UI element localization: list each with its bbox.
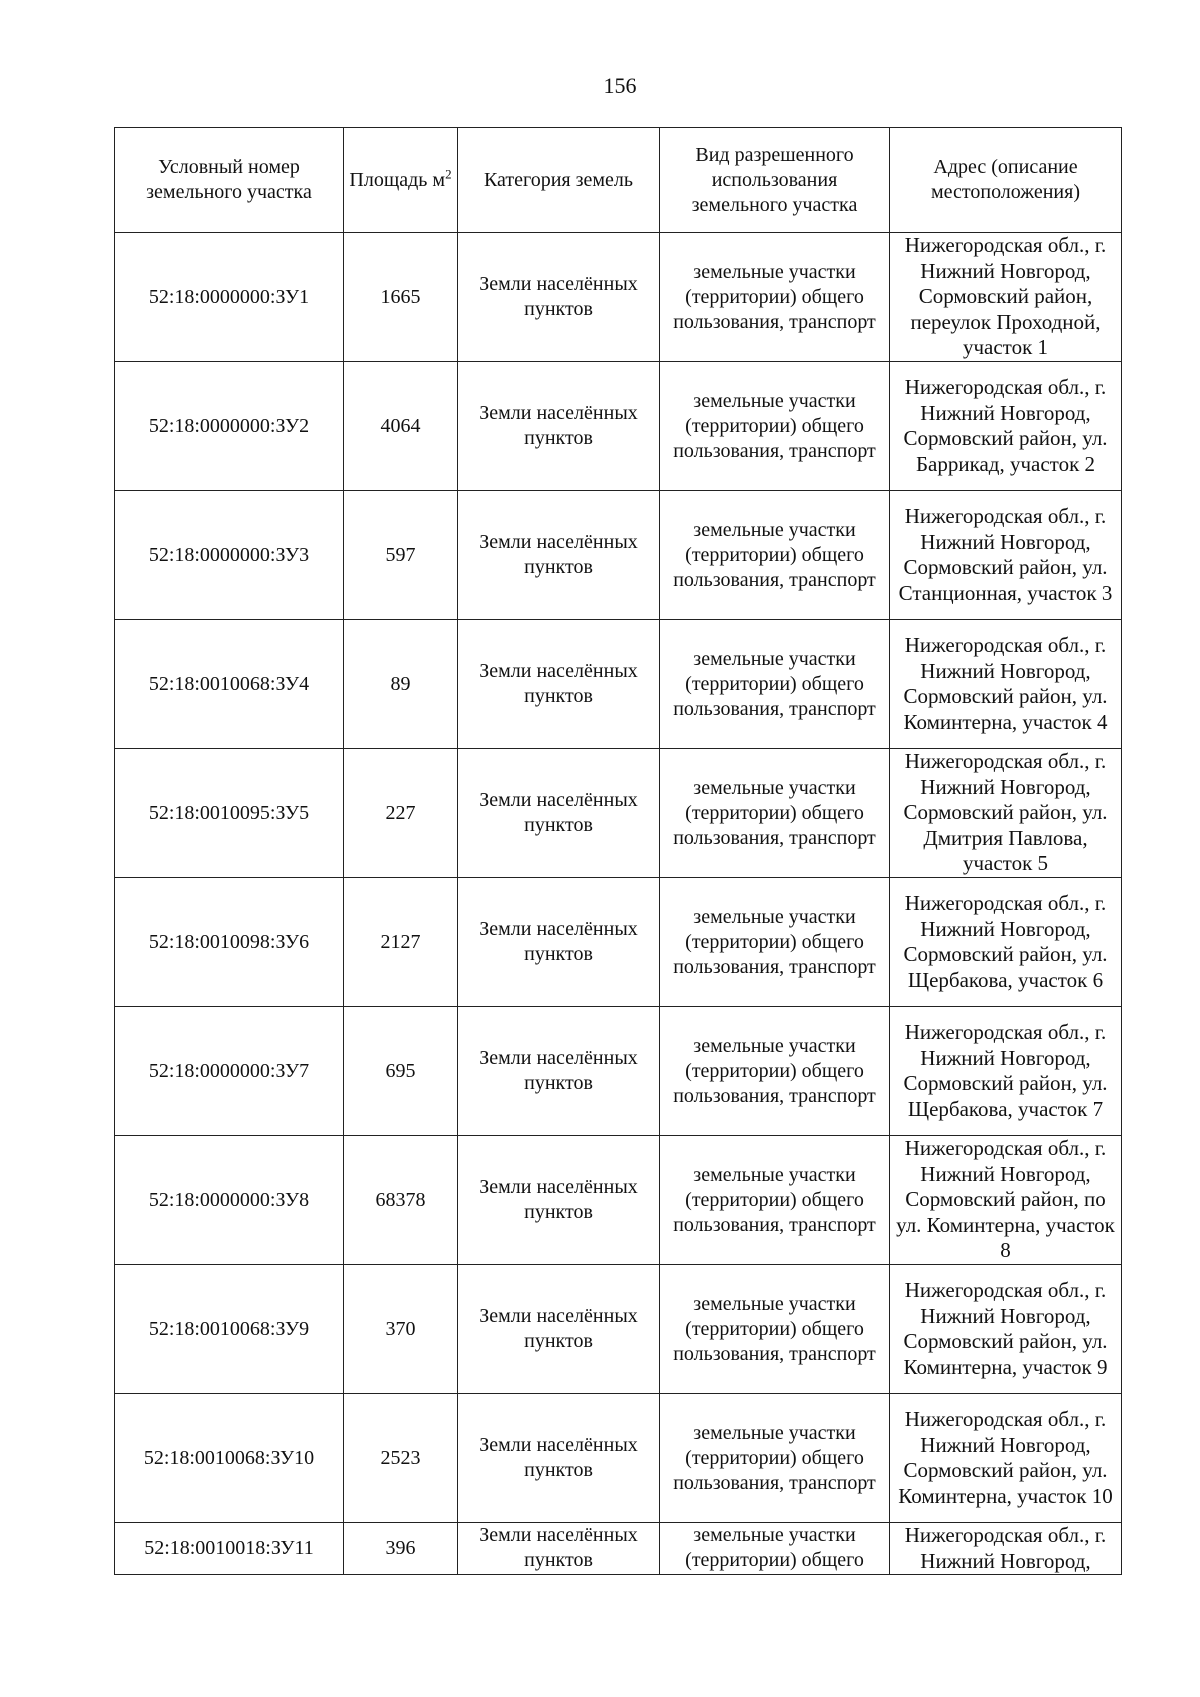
cell-address: Нижегородская обл., г. Нижний Новгород, xyxy=(890,1523,1122,1575)
cell-plot-number: 52:18:0000000:ЗУ3 xyxy=(115,491,344,620)
header-permitted-use: Вид разрешенного использования земельного участка xyxy=(660,128,890,233)
cell-plot-number: 52:18:0010018:ЗУ11 xyxy=(115,1523,344,1575)
cell-land-category: Земли населённых пунктов xyxy=(458,233,660,362)
header-area xyxy=(344,128,458,233)
cell-plot-number: 52:18:0000000:ЗУ8 xyxy=(115,1136,344,1265)
cell-permitted-use: земельные участки (территории) общего xyxy=(660,1523,890,1575)
header-area-label: Площадь м xyxy=(349,168,446,191)
cell-plot-number: 52:18:0010095:ЗУ5 xyxy=(115,749,344,878)
cell-permitted-use: земельные участки (территории) общего пользования, транспорт xyxy=(660,233,890,362)
cell-permitted-use: земельные участки (территории) общего пользования, транспорт xyxy=(660,1007,890,1136)
cell-permitted-use: земельные участки (территории) общего пользования, транспорт xyxy=(660,620,890,749)
table-row xyxy=(115,1523,1122,1575)
cell-land-category: Земли населённых пунктов xyxy=(458,1523,660,1575)
cell-permitted-use: земельные участки (территории) общего пользования, транспорт xyxy=(660,362,890,491)
cell-address: Нижегородская обл., г. Нижний Новгород, Сормовский район, по ул. Коминтерна, участок 8 xyxy=(890,1136,1122,1265)
cell-permitted-use: земельные участки (территории) общего пользования, транспорт xyxy=(660,1394,890,1523)
table-row xyxy=(115,233,1122,362)
cell-area: 695 xyxy=(344,1007,458,1136)
cell-address: Нижегородская обл., г. Нижний Новгород, Сормовский район, ул. Баррикад, участок 2 xyxy=(890,362,1122,491)
cell-land-category: Земли населённых пунктов xyxy=(458,491,660,620)
table-header-row xyxy=(115,128,1122,233)
cell-permitted-use: земельные участки (территории) общего пользования, транспорт xyxy=(660,1136,890,1265)
cell-land-category: Земли населённых пунктов xyxy=(458,1394,660,1523)
cell-land-category: Земли населённых пунктов xyxy=(458,878,660,1007)
cell-area: 370 xyxy=(344,1265,458,1394)
cell-land-category: Земли населённых пунктов xyxy=(458,1136,660,1265)
cell-address: Нижегородская обл., г. Нижний Новгород, Сормовский район, ул. Коминтерна, участок 4 xyxy=(890,620,1122,749)
cell-address: Нижегородская обл., г. Нижний Новгород, Сормовский район, ул. Дмитрия Павлова, участок 5 xyxy=(890,749,1122,878)
cell-area: 2523 xyxy=(344,1394,458,1523)
cell-plot-number: 52:18:0000000:ЗУ1 xyxy=(115,233,344,362)
land-plots-table xyxy=(114,127,1122,1575)
cell-area: 2127 xyxy=(344,878,458,1007)
cell-plot-number: 52:18:0000000:ЗУ2 xyxy=(115,362,344,491)
table-row xyxy=(115,878,1122,1007)
cell-land-category: Земли населённых пунктов xyxy=(458,1007,660,1136)
table-row xyxy=(115,749,1122,878)
table-row xyxy=(115,1394,1122,1523)
cell-permitted-use: земельные участки (территории) общего пользования, транспорт xyxy=(660,749,890,878)
header-land-category: Категория земель xyxy=(458,128,660,233)
table-row xyxy=(115,491,1122,620)
cell-address: Нижегородская обл., г. Нижний Новгород, Сормовский район, переулок Проходной, участок 1 xyxy=(890,233,1122,362)
table-row xyxy=(115,1136,1122,1265)
cell-permitted-use: земельные участки (территории) общего пользования, транспорт xyxy=(660,491,890,620)
cell-address: Нижегородская обл., г. Нижний Новгород, Сормовский район, ул. Коминтерна, участок 9 xyxy=(890,1265,1122,1394)
cell-land-category: Земли населённых пунктов xyxy=(458,362,660,491)
page-number: 156 xyxy=(603,73,637,98)
cell-area: 89 xyxy=(344,620,458,749)
table-row xyxy=(115,1007,1122,1136)
cell-permitted-use: земельные участки (территории) общего пользования, транспорт xyxy=(660,878,890,1007)
cell-area: 597 xyxy=(344,491,458,620)
cell-plot-number: 52:18:0000000:ЗУ7 xyxy=(115,1007,344,1136)
cell-address: Нижегородская обл., г. Нижний Новгород, Сормовский район, ул. Коминтерна, участок 10 xyxy=(890,1394,1122,1523)
cell-plot-number: 52:18:0010098:ЗУ6 xyxy=(115,878,344,1007)
cell-land-category: Земли населённых пунктов xyxy=(458,620,660,749)
cell-area: 227 xyxy=(344,749,458,878)
header-area-superscript: 2 xyxy=(445,165,452,181)
cell-address: Нижегородская обл., г. Нижний Новгород, Сормовский район, ул. Щербакова, участок 6 xyxy=(890,878,1122,1007)
cell-land-category: Земли населённых пунктов xyxy=(458,1265,660,1394)
cell-land-category: Земли населённых пунктов xyxy=(458,749,660,878)
header-plot-number: Условный номер земельного участка xyxy=(115,128,344,233)
header-address: Адрес (описание местоположения) xyxy=(890,128,1122,233)
cell-address: Нижегородская обл., г. Нижний Новгород, Сормовский район, ул. Щербакова, участок 7 xyxy=(890,1007,1122,1136)
table-row xyxy=(115,362,1122,491)
table-body xyxy=(115,233,1122,1575)
cell-area: 1665 xyxy=(344,233,458,362)
cell-plot-number: 52:18:0010068:ЗУ9 xyxy=(115,1265,344,1394)
table-row xyxy=(115,620,1122,749)
cell-address: Нижегородская обл., г. Нижний Новгород, Сормовский район, ул. Станционная, участок 3 xyxy=(890,491,1122,620)
cell-plot-number: 52:18:0010068:ЗУ4 xyxy=(115,620,344,749)
table-row xyxy=(115,1265,1122,1394)
cell-area: 68378 xyxy=(344,1136,458,1265)
cell-plot-number: 52:18:0010068:ЗУ10 xyxy=(115,1394,344,1523)
cell-area: 4064 xyxy=(344,362,458,491)
cell-area: 396 xyxy=(344,1523,458,1575)
cell-permitted-use: земельные участки (территории) общего пользования, транспорт xyxy=(660,1265,890,1394)
